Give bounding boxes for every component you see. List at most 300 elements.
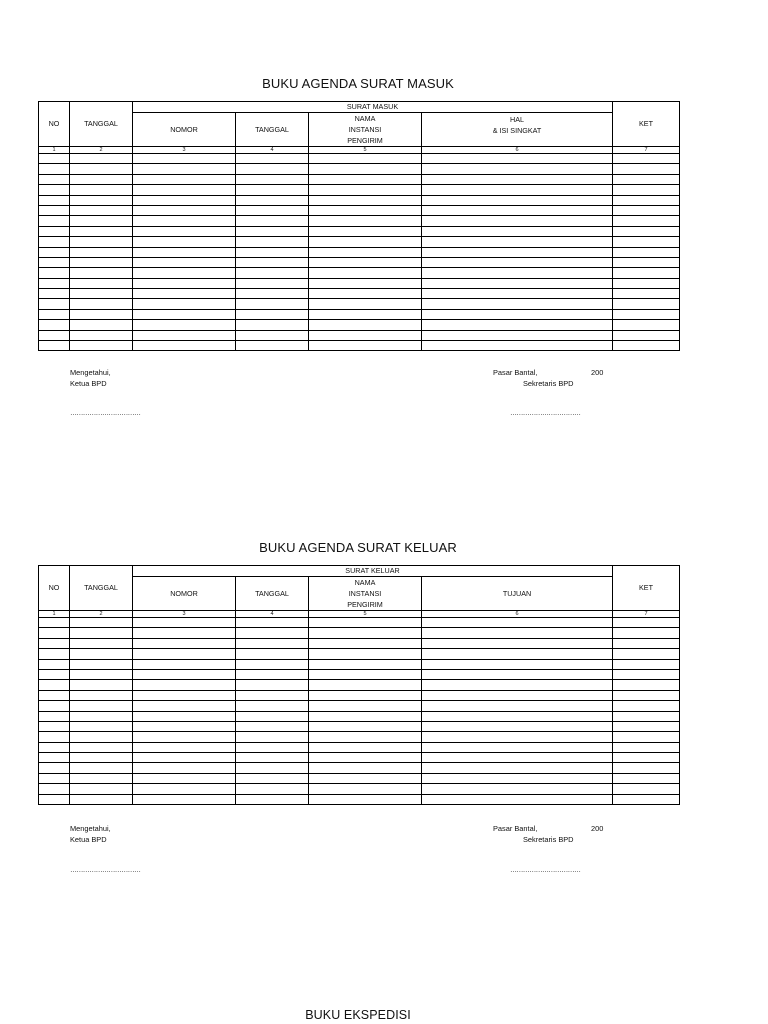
masuk-table-cell [309, 257, 422, 267]
masuk-table-cell [613, 309, 680, 319]
masuk-table-cell [39, 226, 70, 236]
masuk-table-row [39, 257, 680, 267]
masuk-table-cell [133, 154, 236, 164]
masuk-table-cell [133, 257, 236, 267]
masuk-table-cell [70, 268, 133, 278]
masuk-table-cell [39, 154, 70, 164]
masuk-table-row [39, 205, 680, 215]
masuk-place: Pasar Bantal, [493, 368, 538, 377]
masuk-col-nomor: NOMOR [133, 113, 236, 147]
masuk-table-cell [613, 154, 680, 164]
masuk-table-cell [133, 320, 236, 330]
masuk-table-cell [133, 237, 236, 247]
masuk-table-cell [39, 341, 70, 351]
keluar-table-cell [70, 794, 133, 804]
keluar-table-cell [133, 721, 236, 731]
keluar-table-cell [133, 618, 236, 628]
keluar-col-tanggal: TANGGAL [70, 566, 133, 611]
masuk-colnum: 3 [133, 147, 236, 154]
keluar-table-cell [70, 649, 133, 659]
masuk-table-cell [422, 154, 613, 164]
masuk-table-cell [613, 164, 680, 174]
masuk-table-cell [70, 257, 133, 267]
masuk-table-cell [422, 247, 613, 257]
keluar-table-cell [133, 638, 236, 648]
keluar-col-no: NO [39, 566, 70, 611]
keluar-table-cell [236, 659, 309, 669]
keluar-table-cell [70, 742, 133, 752]
keluar-colnum: 3 [133, 611, 236, 618]
keluar-table-cell [236, 742, 309, 752]
masuk-table-cell [613, 278, 680, 288]
keluar-right-signature-line: …………………………… [510, 867, 581, 874]
masuk-table-cell [133, 195, 236, 205]
masuk-table-row [39, 195, 680, 205]
masuk-table-cell [39, 185, 70, 195]
masuk-table-row [39, 226, 680, 236]
keluar-table-cell [39, 732, 70, 742]
keluar-table-cell [39, 669, 70, 679]
masuk-table-cell [309, 268, 422, 278]
keluar-table-cell [39, 773, 70, 783]
keluar-table-cell [422, 638, 613, 648]
keluar-table-cell [309, 701, 422, 711]
keluar-table-cell [422, 680, 613, 690]
keluar-table-cell [236, 763, 309, 773]
masuk-table-cell [39, 257, 70, 267]
keluar-table-cell [309, 649, 422, 659]
masuk-table-cell [39, 268, 70, 278]
keluar-table-cell [309, 732, 422, 742]
keluar-table-cell [39, 659, 70, 669]
keluar-table-cell [133, 794, 236, 804]
masuk-table-cell [133, 341, 236, 351]
keluar-table-cell [70, 680, 133, 690]
keluar-place: Pasar Bantal, [493, 824, 538, 833]
keluar-table-row [39, 773, 680, 783]
masuk-table-cell [309, 195, 422, 205]
keluar-table-cell [613, 773, 680, 783]
keluar-table-cell [236, 669, 309, 679]
keluar-table [38, 565, 680, 805]
masuk-table-cell [236, 299, 309, 309]
masuk-table-cell [70, 205, 133, 215]
masuk-table-cell [236, 309, 309, 319]
keluar-table-cell [613, 711, 680, 721]
keluar-table-row [39, 659, 680, 669]
keluar-table-cell [133, 763, 236, 773]
keluar-table-cell [309, 669, 422, 679]
masuk-table-row [39, 330, 680, 340]
masuk-table-cell [309, 205, 422, 215]
masuk-table-cell [422, 289, 613, 299]
keluar-table-cell [613, 701, 680, 711]
masuk-table-cell [39, 174, 70, 184]
masuk-table-cell [133, 205, 236, 215]
masuk-table-cell [70, 195, 133, 205]
keluar-table-cell [309, 638, 422, 648]
keluar-table-cell [39, 628, 70, 638]
masuk-col-ket: KET [613, 102, 680, 147]
keluar-table-cell [39, 638, 70, 648]
keluar-col-nama-instansi: NAMA INSTANSI PENGIRIM [309, 577, 422, 611]
keluar-colnum: 6 [422, 611, 613, 618]
masuk-colnum: 2 [70, 147, 133, 154]
keluar-table-cell [309, 753, 422, 763]
masuk-table-row [39, 289, 680, 299]
keluar-table-cell [70, 701, 133, 711]
masuk-table-cell [613, 226, 680, 236]
masuk-table-cell [613, 216, 680, 226]
masuk-table-cell [70, 174, 133, 184]
masuk-table-cell [613, 237, 680, 247]
keluar-table-cell [613, 753, 680, 763]
masuk-table-cell [309, 289, 422, 299]
masuk-table-cell [236, 268, 309, 278]
masuk-table-cell [309, 226, 422, 236]
masuk-table [38, 101, 680, 351]
masuk-table-cell [236, 174, 309, 184]
masuk-table-cell [309, 341, 422, 351]
keluar-table-cell [133, 701, 236, 711]
masuk-table-row [39, 216, 680, 226]
keluar-table-row [39, 680, 680, 690]
masuk-table-cell [133, 174, 236, 184]
masuk-table-cell [422, 185, 613, 195]
keluar-table-cell [39, 680, 70, 690]
masuk-col-nama-instansi: NAMA INSTANSI PENGIRIM [309, 113, 422, 147]
keluar-table-row [39, 628, 680, 638]
keluar-table-cell [422, 773, 613, 783]
masuk-table-cell [133, 164, 236, 174]
keluar-table-cell [613, 732, 680, 742]
masuk-table-cell [613, 320, 680, 330]
keluar-col-ket: KET [613, 566, 680, 611]
masuk-table-cell [309, 154, 422, 164]
keluar-sekretaris-bpd: Sekretaris BPD [523, 835, 574, 844]
keluar-table-cell [309, 721, 422, 731]
keluar-table-cell [133, 732, 236, 742]
masuk-colnum: 5 [309, 147, 422, 154]
keluar-table-row [39, 701, 680, 711]
masuk-table-cell [422, 309, 613, 319]
keluar-left-signature-line: …………………………… [70, 867, 141, 874]
keluar-table-cell [236, 721, 309, 731]
masuk-table-cell [613, 268, 680, 278]
masuk-table-cell [236, 216, 309, 226]
keluar-table-cell [39, 742, 70, 752]
masuk-table-cell [39, 309, 70, 319]
masuk-table-row [39, 341, 680, 351]
masuk-table-cell [133, 268, 236, 278]
keluar-col-tanggal-surat: TANGGAL [236, 577, 309, 611]
keluar-table-cell [39, 753, 70, 763]
keluar-table-cell [236, 628, 309, 638]
masuk-table-cell [236, 330, 309, 340]
keluar-table-cell [236, 794, 309, 804]
masuk-table-cell [422, 174, 613, 184]
masuk-table-cell [422, 299, 613, 309]
keluar-table-cell [39, 701, 70, 711]
keluar-table-cell [133, 711, 236, 721]
keluar-table-cell [70, 669, 133, 679]
keluar-table-cell [422, 784, 613, 794]
keluar-table-cell [133, 690, 236, 700]
masuk-table-cell [309, 164, 422, 174]
masuk-table-cell [70, 216, 133, 226]
masuk-table-cell [422, 330, 613, 340]
masuk-table-cell [236, 154, 309, 164]
keluar-table-cell [236, 753, 309, 763]
keluar-table-cell [70, 732, 133, 742]
masuk-table-cell [613, 174, 680, 184]
keluar-table-cell [422, 669, 613, 679]
masuk-table-cell [39, 299, 70, 309]
masuk-table-cell [422, 320, 613, 330]
keluar-left-signature [70, 823, 111, 845]
keluar-table-cell [309, 690, 422, 700]
keluar-col-nomor: NOMOR [133, 577, 236, 611]
masuk-table-cell [70, 164, 133, 174]
keluar-table-cell [236, 732, 309, 742]
keluar-table-row [39, 669, 680, 679]
keluar-table-cell [39, 649, 70, 659]
masuk-table-cell [39, 320, 70, 330]
masuk-table-cell [70, 278, 133, 288]
masuk-col-hal: HAL & ISI SINGKAT [422, 113, 613, 147]
masuk-table-cell [613, 185, 680, 195]
masuk-title: BUKU AGENDA SURAT MASUK [262, 76, 454, 91]
keluar-table-row [39, 784, 680, 794]
keluar-table-cell [309, 659, 422, 669]
keluar-table-row [39, 763, 680, 773]
keluar-column-number-row [39, 611, 680, 618]
masuk-table-cell [133, 226, 236, 236]
keluar-table-cell [422, 701, 613, 711]
masuk-year: 200 [591, 368, 604, 377]
keluar-table-row [39, 618, 680, 628]
keluar-table-cell [70, 721, 133, 731]
masuk-table-cell [133, 289, 236, 299]
masuk-table-body [39, 154, 680, 351]
keluar-colnum: 1 [39, 611, 70, 618]
keluar-table-cell [309, 763, 422, 773]
keluar-table-cell [70, 763, 133, 773]
masuk-table-cell [39, 247, 70, 257]
keluar-table-row [39, 638, 680, 648]
keluar-group-header: SURAT KELUAR [133, 566, 613, 577]
keluar-table-cell [70, 711, 133, 721]
keluar-table-cell [133, 784, 236, 794]
keluar-table-cell [133, 628, 236, 638]
keluar-table-cell [613, 638, 680, 648]
masuk-table-row [39, 309, 680, 319]
masuk-table-cell [309, 237, 422, 247]
masuk-table-row [39, 247, 680, 257]
masuk-table-cell [309, 247, 422, 257]
keluar-table-cell [422, 763, 613, 773]
masuk-colnum: 6 [422, 147, 613, 154]
keluar-table-cell [309, 680, 422, 690]
masuk-table-cell [613, 205, 680, 215]
masuk-table-cell [236, 257, 309, 267]
masuk-table-cell [309, 330, 422, 340]
keluar-table-cell [133, 773, 236, 783]
masuk-mengetahui: Mengetahui, [70, 368, 111, 377]
masuk-table-cell [39, 330, 70, 340]
keluar-table-cell [613, 742, 680, 752]
keluar-table-cell [236, 784, 309, 794]
masuk-colnum: 7 [613, 147, 680, 154]
keluar-table-cell [133, 649, 236, 659]
masuk-table-cell [422, 195, 613, 205]
keluar-table-row [39, 711, 680, 721]
keluar-table-cell [133, 680, 236, 690]
keluar-table-cell [133, 742, 236, 752]
keluar-colnum: 2 [70, 611, 133, 618]
keluar-table-cell [309, 742, 422, 752]
masuk-table-cell [309, 216, 422, 226]
masuk-table-cell [70, 154, 133, 164]
keluar-table-cell [613, 680, 680, 690]
masuk-table-cell [70, 237, 133, 247]
keluar-table-cell [422, 732, 613, 742]
masuk-table-cell [422, 216, 613, 226]
keluar-table-cell [309, 773, 422, 783]
keluar-table-row [39, 753, 680, 763]
keluar-table-cell [613, 721, 680, 731]
masuk-table-cell [236, 195, 309, 205]
masuk-table-cell [422, 164, 613, 174]
masuk-table-cell [39, 164, 70, 174]
masuk-table-cell [133, 216, 236, 226]
keluar-table-cell [422, 794, 613, 804]
keluar-table-cell [422, 659, 613, 669]
masuk-table-row [39, 185, 680, 195]
keluar-table-row [39, 690, 680, 700]
keluar-table-cell [70, 690, 133, 700]
keluar-table-row [39, 742, 680, 752]
masuk-table-cell [613, 299, 680, 309]
keluar-table-cell [613, 794, 680, 804]
keluar-table-cell [70, 628, 133, 638]
masuk-table-row [39, 268, 680, 278]
masuk-table-cell [70, 185, 133, 195]
masuk-table-cell [309, 278, 422, 288]
keluar-table-cell [39, 784, 70, 794]
masuk-table-cell [70, 309, 133, 319]
masuk-table-cell [39, 237, 70, 247]
masuk-table-cell [422, 278, 613, 288]
keluar-col-tujuan: TUJUAN [422, 577, 613, 611]
keluar-table-cell [39, 721, 70, 731]
masuk-table-cell [236, 289, 309, 299]
keluar-table-cell [236, 638, 309, 648]
keluar-table-cell [422, 690, 613, 700]
masuk-table-cell [236, 320, 309, 330]
keluar-table-cell [613, 628, 680, 638]
keluar-table-cell [236, 618, 309, 628]
keluar-table-cell [70, 773, 133, 783]
keluar-table-cell [613, 763, 680, 773]
keluar-table-cell [236, 649, 309, 659]
masuk-table-cell [613, 341, 680, 351]
keluar-table-cell [613, 784, 680, 794]
masuk-sekretaris-bpd: Sekretaris BPD [523, 379, 574, 388]
keluar-table-cell [613, 649, 680, 659]
masuk-table-row [39, 299, 680, 309]
masuk-table-cell [70, 341, 133, 351]
masuk-table-cell [422, 226, 613, 236]
keluar-colnum: 5 [309, 611, 422, 618]
keluar-table-cell [39, 763, 70, 773]
masuk-table-cell [39, 289, 70, 299]
keluar-table-cell [613, 659, 680, 669]
keluar-table-cell [133, 753, 236, 763]
masuk-table-row [39, 154, 680, 164]
masuk-ketua-bpd: Ketua BPD [70, 379, 107, 388]
masuk-table-cell [613, 330, 680, 340]
keluar-table-cell [39, 711, 70, 721]
keluar-table-cell [133, 669, 236, 679]
masuk-table-cell [70, 247, 133, 257]
masuk-table-cell [236, 226, 309, 236]
masuk-table-row [39, 320, 680, 330]
keluar-table-cell [613, 669, 680, 679]
masuk-table-cell [309, 320, 422, 330]
keluar-table-cell [422, 753, 613, 763]
keluar-table-row [39, 794, 680, 804]
keluar-table-cell [309, 794, 422, 804]
masuk-group-header: SURAT MASUK [133, 102, 613, 113]
masuk-table-cell [236, 237, 309, 247]
masuk-table-cell [309, 309, 422, 319]
keluar-colnum: 4 [236, 611, 309, 618]
masuk-table-cell [236, 185, 309, 195]
keluar-table-cell [39, 618, 70, 628]
masuk-colnum: 4 [236, 147, 309, 154]
masuk-table-cell [39, 278, 70, 288]
masuk-col-no: NO [39, 102, 70, 147]
masuk-table-cell [236, 205, 309, 215]
masuk-table-cell [422, 341, 613, 351]
keluar-table-cell [236, 701, 309, 711]
keluar-table-cell [309, 784, 422, 794]
masuk-table-cell [236, 341, 309, 351]
masuk-table-cell [133, 247, 236, 257]
keluar-colnum: 7 [613, 611, 680, 618]
keluar-table-cell [70, 659, 133, 669]
masuk-table-cell [613, 247, 680, 257]
keluar-year: 200 [591, 824, 604, 833]
keluar-table-cell [70, 618, 133, 628]
keluar-table-cell [309, 628, 422, 638]
keluar-table-cell [422, 711, 613, 721]
masuk-table-row [39, 174, 680, 184]
masuk-table-cell [309, 299, 422, 309]
keluar-ketua-bpd: Ketua BPD [70, 835, 107, 844]
masuk-table-cell [70, 299, 133, 309]
keluar-table-cell [613, 618, 680, 628]
keluar-table-cell [236, 773, 309, 783]
masuk-table-cell [236, 247, 309, 257]
keluar-table-cell [236, 690, 309, 700]
keluar-table-row [39, 649, 680, 659]
masuk-table-row [39, 278, 680, 288]
masuk-table-cell [613, 195, 680, 205]
keluar-table-cell [422, 649, 613, 659]
keluar-table-cell [236, 680, 309, 690]
